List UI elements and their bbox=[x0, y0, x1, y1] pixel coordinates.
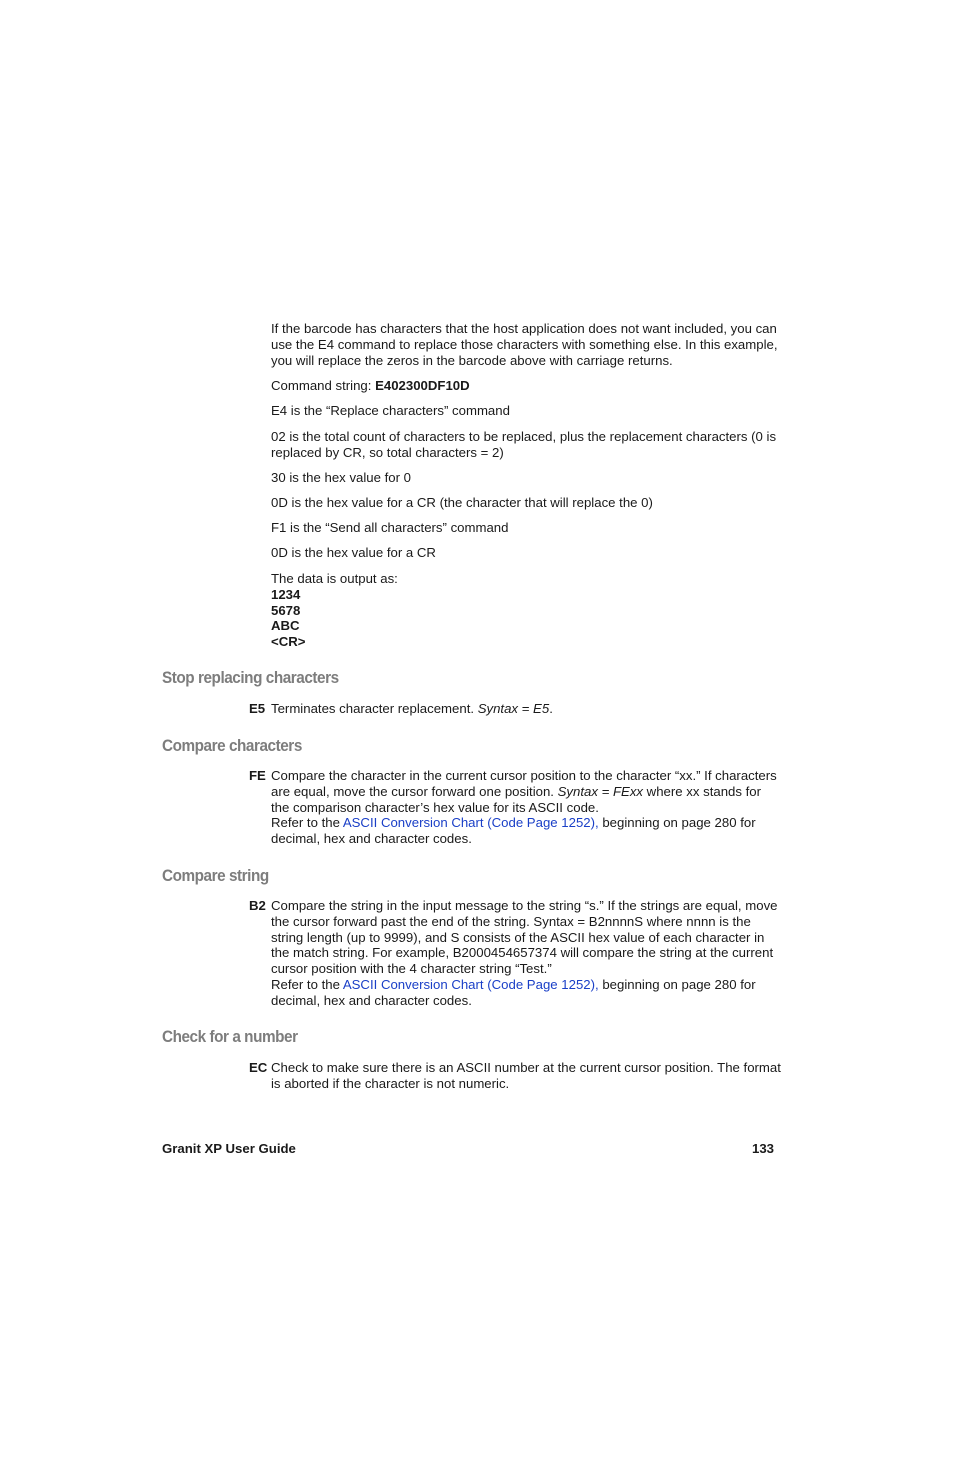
ascii-chart-link[interactable]: ASCII Conversion Chart (Code Page 1252), bbox=[342, 815, 599, 831]
section-description: Compare the character in the current cursor position to the character “xx.” If characters are equal, move the cursor forward one position. bbox=[271, 768, 777, 799]
section-description: Compare the string in the input message to the string “s.” If the strings are equal, move the cursor forward past the end of the string. Syntax = B2nnnnS where nnnn is the string length (up to 9999), and S consists of the ASCII hex value of each character in the match string. For example, B2000454657374 will compare the string at the current cursor position with the 4 character string “Test.” bbox=[271, 898, 778, 977]
output-line: <CR> bbox=[271, 634, 306, 650]
command-code: EC bbox=[249, 1060, 268, 1075]
hex-0d-description: 0D is the hex value for a CR bbox=[271, 545, 436, 560]
output-line: 5678 bbox=[271, 602, 301, 618]
command-string-label: Command string: bbox=[271, 378, 376, 393]
output-block bbox=[271, 571, 783, 650]
section-heading: Compare string bbox=[162, 866, 269, 885]
section-text bbox=[271, 898, 783, 1009]
section-text bbox=[271, 701, 783, 717]
command-code: E5 bbox=[249, 701, 266, 716]
output-line: ABC bbox=[271, 618, 300, 634]
section-text bbox=[271, 768, 783, 847]
command-string-line bbox=[271, 378, 783, 394]
reference-prefix: Refer to the bbox=[271, 815, 343, 831]
reference-suffix: beginning on page 280 for decimal, hex and character codes. bbox=[271, 976, 756, 1008]
reference-prefix: Refer to the bbox=[271, 976, 343, 992]
intro-paragraph: If the barcode has characters that the host application does not want included, you can use the E4 command to replace those characters with something else. In this example, you will replace the zeros in the barcode above with carriage returns. bbox=[271, 321, 778, 368]
footer-page-number: 133 bbox=[752, 1141, 775, 1156]
command-code: FE bbox=[249, 768, 266, 783]
reference-suffix: beginning on page 280 for decimal, hex and character codes. bbox=[271, 815, 756, 847]
syntax-text: Syntax = E5 bbox=[477, 701, 550, 716]
syntax-text: Syntax = FExx bbox=[557, 783, 644, 799]
ascii-chart-link[interactable]: ASCII Conversion Chart (Code Page 1252), bbox=[342, 976, 599, 992]
command-string-value: E402300DF10D bbox=[375, 378, 470, 393]
hex-30-description: 30 is the hex value for 0 bbox=[271, 470, 412, 485]
hex-0d-cr-description: 0D is the hex value for a CR (the character that will replace the 0) bbox=[271, 495, 653, 510]
section-text: Check to make sure there is an ASCII number at the current cursor position. The format is aborted if the character is not numeric. bbox=[271, 1060, 781, 1091]
syntax-tail: . bbox=[549, 701, 553, 716]
footer-title: Granit XP User Guide bbox=[162, 1141, 296, 1156]
section-description: Terminates character replacement. bbox=[271, 701, 478, 716]
section-heading: Compare characters bbox=[162, 736, 302, 755]
command-code: B2 bbox=[249, 898, 266, 913]
section-description-tail: where xx stands for the comparison character’s hex value for its ASCII code. bbox=[271, 783, 762, 815]
output-line: 1234 bbox=[271, 586, 301, 602]
section-heading: Stop replacing characters bbox=[162, 668, 339, 687]
e4-description: E4 is the “Replace characters” command bbox=[271, 403, 510, 418]
output-label: The data is output as: bbox=[271, 571, 398, 586]
count-description: 02 is the total count of characters to be replaced, plus the replacement characters (0 is replaced by CR, so total characters = 2) bbox=[271, 429, 777, 460]
f1-description: F1 is the “Send all characters” command bbox=[271, 520, 509, 535]
section-heading: Check for a number bbox=[162, 1027, 298, 1046]
